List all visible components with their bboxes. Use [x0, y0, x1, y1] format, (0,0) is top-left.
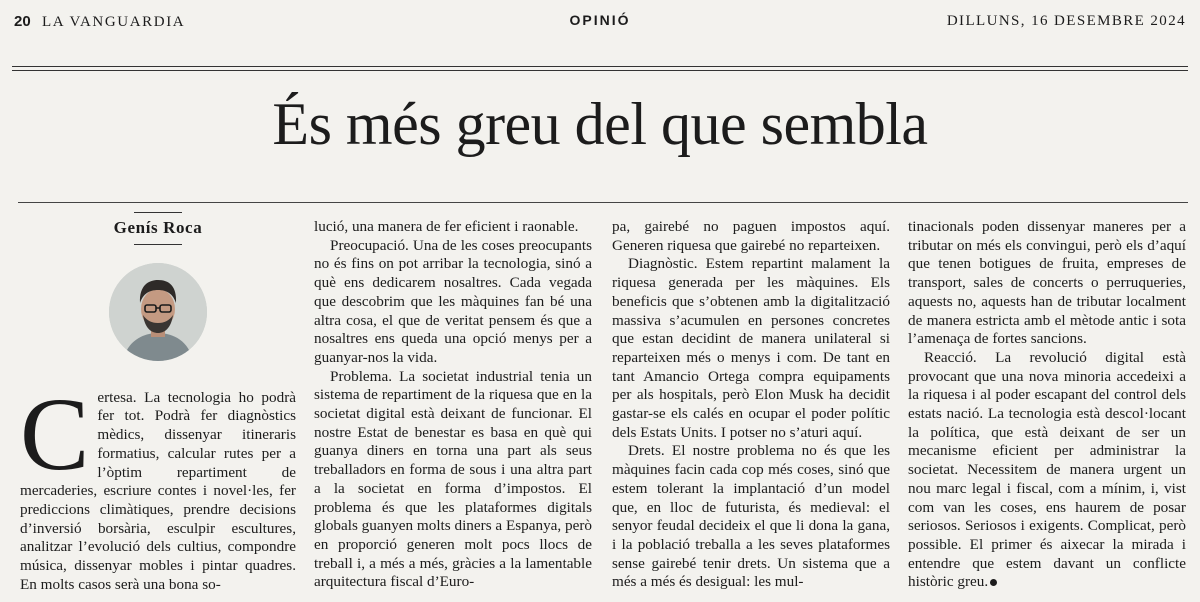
end-mark-icon [990, 579, 997, 586]
paragraph: pa, gairebé no paguen impostos aquí. Generen riquesa que gairebé no reparteixen. [612, 218, 890, 254]
author-avatar [109, 263, 207, 361]
paragraph: lució, una manera de fer eficient i raonable. [314, 218, 579, 235]
column-4 [908, 218, 1186, 592]
drop-cap: C [20, 376, 90, 492]
issue-date: DILLUNS, 16 DESEMBRE 2024 [946, 13, 1186, 29]
author-portrait-icon [109, 263, 207, 361]
column-1 [20, 212, 296, 594]
section-label: OPINIÓ [569, 12, 631, 28]
header-divider [12, 66, 1188, 71]
column-2 [314, 218, 592, 592]
paragraph: Preocupació. Una de les coses preocupants no és fins on pot arribar la tecnologia, sinó a què ens dedicarem nosaltres. Cada vegada que descobrim que les màquines fan bé una altra cosa, el que de veritat pensem és que a nosaltres ens queda una opció menys per a guanyar-nos la vida. [314, 236, 592, 366]
page-header [0, 0, 1200, 40]
page-number: 20 [14, 13, 31, 30]
paragraph: Problema. La societat industrial tenia un sistema de repartiment de la riquesa que en la societat digital està deixant de funcionar. El nostre Estat de benestar es basa en què qui guanya diners en torna una part als seus treballadors en forma de sous i una altra part a la societat en forma d’impostos. El problema és que les plataformes digitals globals guanyen molts diners a Espanya, però en proporció generen molt pocs llocs de treball i, a més a més, gràcies a la lamentable arquitectura fiscal d’Euro- [314, 367, 592, 591]
paragraph-text: ertesa. La tecnologia ho podrà fer tot. Podrà fer diagnòstics mèdics, dissenyar itineraris formatius, calcular rutes per a l’òptim repartiment de mercaderies, escriure contes i novel·les, fer prediccions climàtiques, prendre decisions d’inversió borsària, esculpir escultures, analitzar l’evolució dels cultius, compondre música, dissenyar mobles i pintar quadres. En molts casos serà una bona so- [20, 388, 296, 593]
column-3 [612, 218, 890, 592]
paragraph: tinacionals poden dissenyar maneres per a tributar on més els convingui, però els d’aquí que tenen botigues de fruita, empreses de transport, sales de concerts o perruqueries, aquests no, aquests han de tributar localment de manera estricta amb el mètode antic i sota l’amenaça de fortes sancions. [908, 218, 1186, 348]
byline-rule-top [134, 212, 182, 213]
headline: És més greu del que sembla [272, 91, 928, 157]
paragraph [908, 349, 1186, 592]
paragraph-text: Reacció. La revolució digital està provocant que una nova minoria accedeixi a la riquesa i al poder escapant del control dels estats nació. La tecnologia està descol·locant la política, que està deixant de ser un mecanisme eficient per administrar la societat. Necessitem de manera urgent un nou marc legal i fiscal, com a mínim, i, vist com van les coses, ens haurem de posar seriosos. Seriosos i exigents. Complicat, però possible. El primer és aixecar la mirada i entendre que estem davant un conflicte històric greu. [908, 348, 1186, 591]
headline-divider [18, 202, 1188, 203]
paragraph: Diagnòstic. Estem repartint malament la riquesa generada per les màquines. Els beneficis que s’obtenen amb la digitalització massiva s’acumulen en persones concretes que estan decidint de manera unilateral si reparteixen més o menys i com. De tant en tant Amancio Ortega compra equipaments per als hospitals, però Elon Musk ha decidit gastar-se els calés en ocupar el poder polític dels Estats Units. I potser no s’aturi aquí. [612, 255, 890, 441]
publication-name: LA VANGUARDIA [42, 14, 186, 30]
paragraph: Drets. El nostre problema no és que les màquines facin cada cop més coses, sinó que estem tolerant la implantació d’un model que, en lloc de futurista, és medieval: el senyor feudal decideix el que li dona la gana, i la població treballa a les seves plataformes sense gairebé tenir drets. Un sistema que a més a més és desigual: les mul- [612, 442, 890, 591]
byline-rule-bottom [134, 244, 182, 245]
lead-paragraph [20, 376, 296, 595]
author-byline: Genís Roca [113, 218, 203, 237]
